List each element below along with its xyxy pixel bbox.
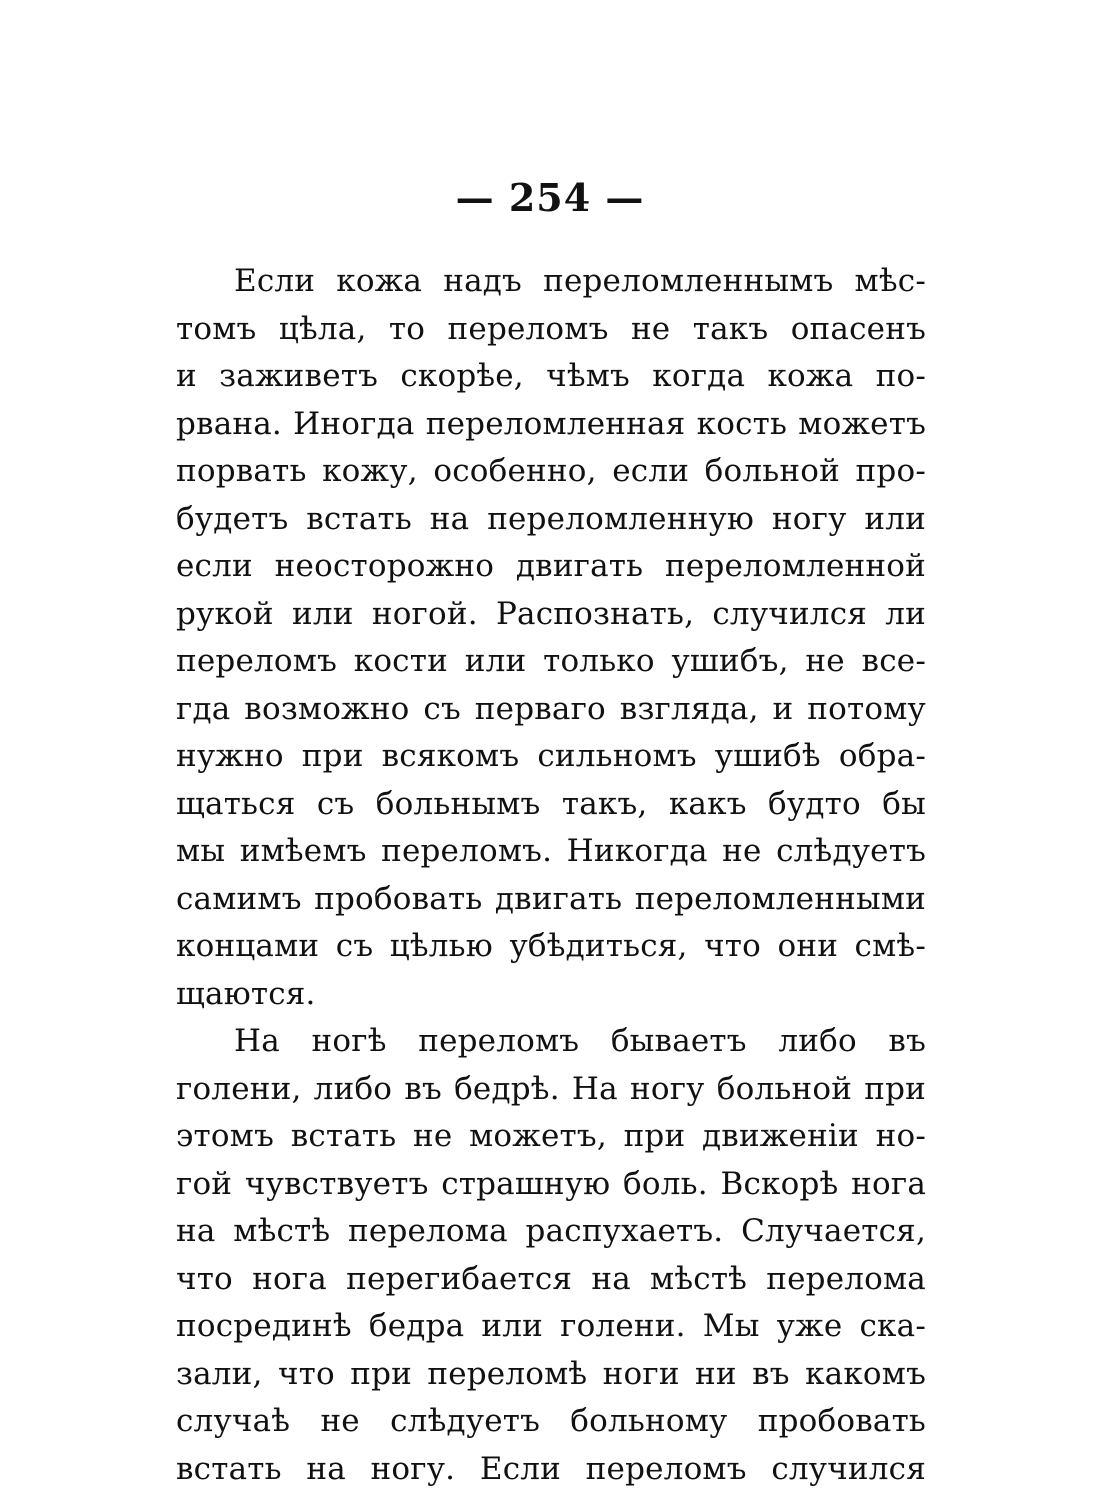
text-line: гой чувствуетъ страшную боль. Вскорѣ нога [176,1161,926,1209]
text-line: На ногѣ переломъ бываетъ либо въ [176,1018,926,1066]
text-line: Если кожа надъ переломленнымъ мѣс- [176,258,926,306]
text-line: порвать кожу, особенно, если больной про- [176,448,926,496]
text-line: гда возможно съ перваго взгляда, и потому [176,686,926,734]
text-line: если неосторожно двигать переломленной [176,543,926,591]
text-line: томъ цѣла, то переломъ не такъ опасенъ [176,306,926,354]
text-line: щаться съ больнымъ такъ, какъ будто бы [176,781,926,829]
text-line: самимъ пробовать двигать переломленными [176,876,926,924]
page-number: — 254 — [0,175,1100,220]
text-line: концами съ цѣлью убѣдиться, что они смѣ- [176,923,926,971]
body-text [176,258,926,1493]
text-line: и заживетъ скорѣе, чѣмъ когда кожа по- [176,353,926,401]
text-line: случаѣ не слѣдуетъ больному пробовать [176,1398,926,1446]
paragraph [176,1018,926,1493]
text-line: рукой или ногой. Распознать, случился ли [176,591,926,639]
text-line: посрединѣ бедра или голени. Мы уже ска- [176,1303,926,1351]
text-line: щаются. [176,971,926,1019]
text-line: зали, что при переломѣ ноги ни въ какомъ [176,1351,926,1399]
text-line: нужно при всякомъ сильномъ ушибѣ обра- [176,733,926,781]
text-line: рвана. Иногда переломленная кость можетъ [176,401,926,449]
text-line: что нога перегибается на мѣстѣ перелома [176,1256,926,1304]
text-line: голени, либо въ бедрѣ. На ногу больной при [176,1066,926,1114]
text-line: мы имѣемъ переломъ. Никогда не слѣдуетъ [176,828,926,876]
text-line: переломъ кости или только ушибъ, не все- [176,638,926,686]
text-line: этомъ встать не можетъ, при движеніи но- [176,1113,926,1161]
text-line: будетъ встать на переломленную ногу или [176,496,926,544]
text-line: на мѣстѣ перелома распухаетъ. Случается, [176,1208,926,1256]
text-line: встать на ногу. Если переломъ случился [176,1446,926,1493]
paragraph [176,258,926,1018]
